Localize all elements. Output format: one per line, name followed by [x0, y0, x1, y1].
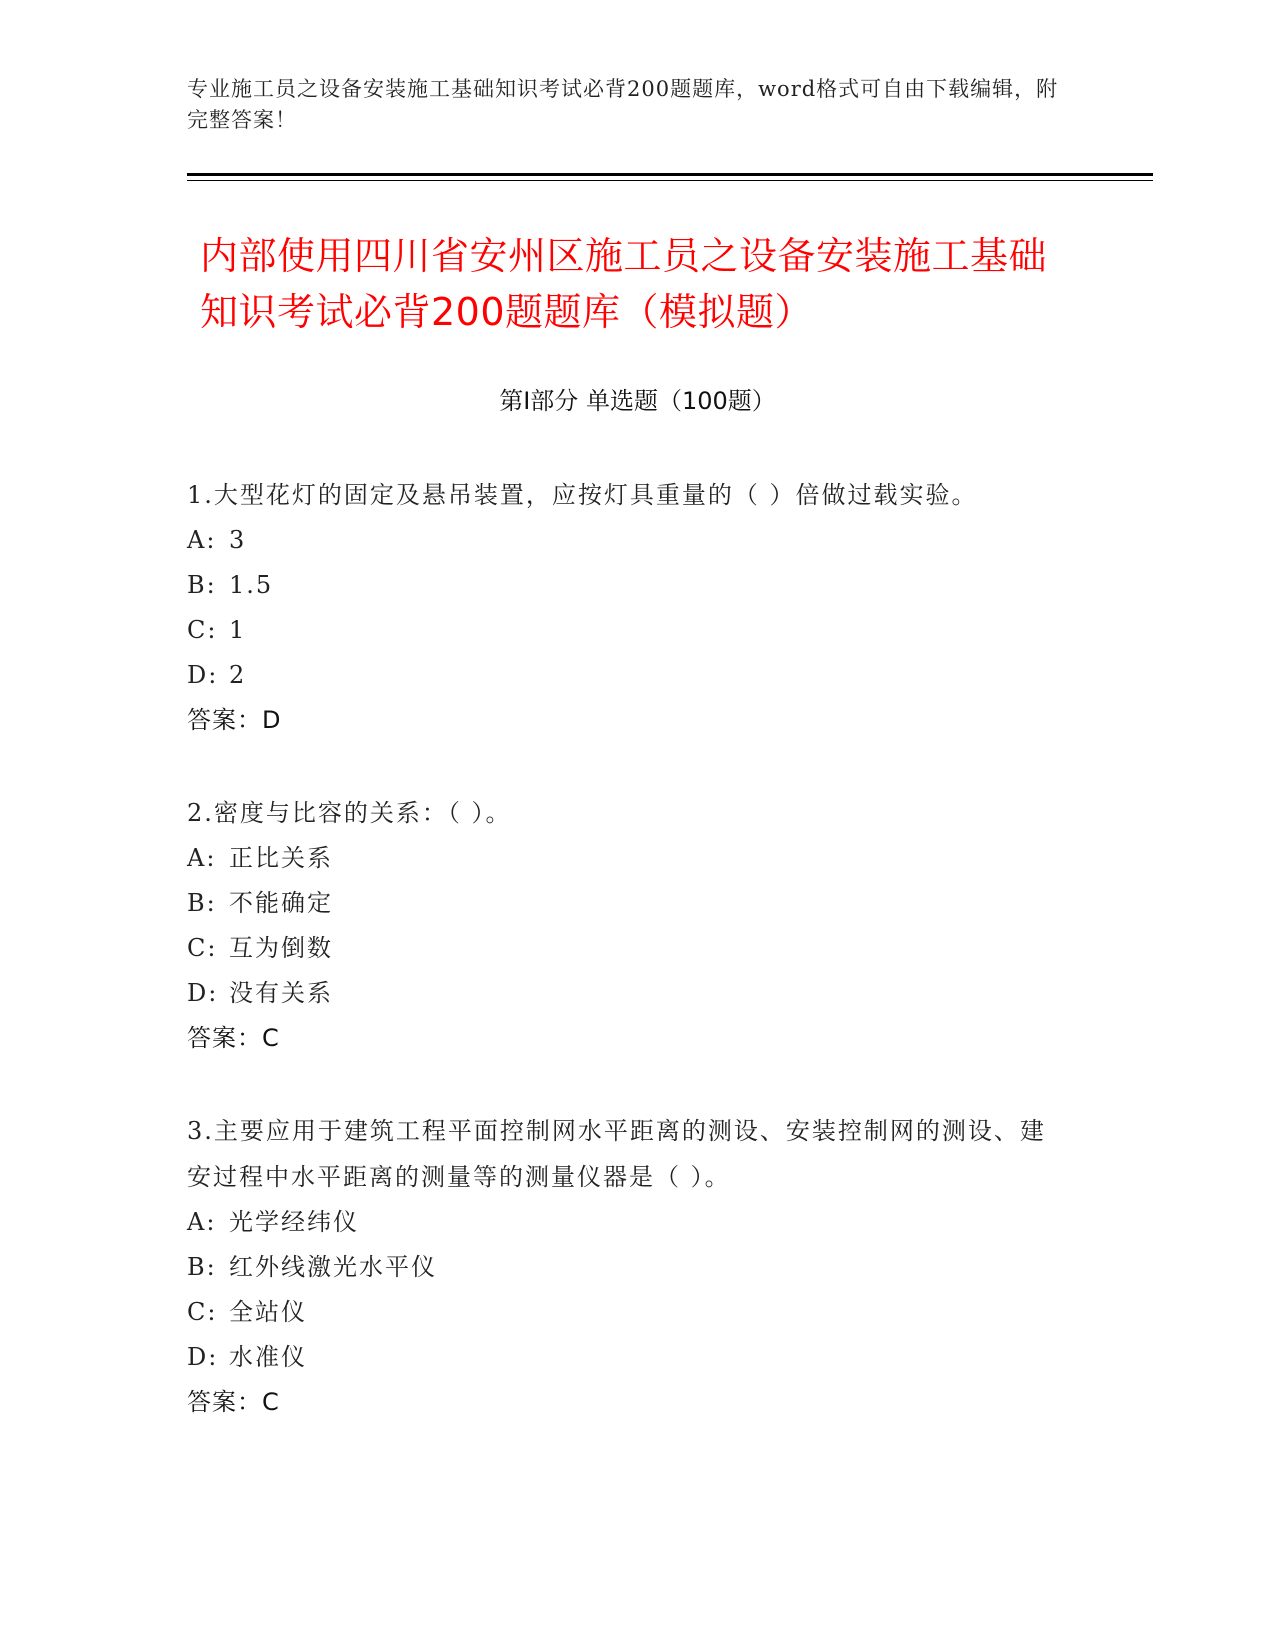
option-text: 互为倒数: [229, 934, 333, 962]
option-c: [187, 926, 1067, 971]
option-text: 1.5: [229, 571, 274, 599]
document-title: 内部使用四川省安州区施工员之设备安装施工基础知识考试必背200题题库（模拟题）: [200, 234, 1048, 334]
question-stem: 1.大型花灯的固定及悬吊装置，应按灯具重量的（ ）倍做过载实验。: [187, 481, 978, 509]
option-text: 3: [229, 526, 247, 554]
option-text: 不能确定: [229, 889, 333, 917]
header-note: 专业施工员之设备安装施工基础知识考试必背200题题库，word格式可自由下载编辑，附完整答案！: [187, 77, 1059, 132]
option-text: 光学经纬仪: [229, 1208, 359, 1236]
option-c: [187, 608, 1067, 653]
option-letter: A:: [187, 1208, 217, 1236]
section-title: 第Ⅰ部分 单选题（100题）: [499, 387, 776, 415]
answer: 答案：D: [187, 706, 282, 734]
option-letter: C:: [187, 1298, 218, 1326]
option-text: 正比关系: [229, 844, 333, 872]
option-c: [187, 1290, 1067, 1335]
option-letter: C:: [187, 616, 218, 644]
question-3: [187, 1108, 1067, 1425]
option-b: [187, 563, 1067, 608]
header-divider-thin: [187, 180, 1153, 181]
option-text: 1: [229, 616, 247, 644]
option-letter: B:: [187, 889, 217, 917]
option-letter: B:: [187, 571, 217, 599]
option-letter: D:: [187, 661, 219, 689]
option-text: 水准仪: [229, 1343, 307, 1371]
option-letter: D:: [187, 1343, 219, 1371]
option-b: [187, 881, 1067, 926]
option-a: [187, 518, 1067, 563]
option-letter: A:: [187, 526, 217, 554]
question-stem: 3.主要应用于建筑工程平面控制网水平距离的测设、安装控制网的测设、建安过程中水平距离的测量等的测量仪器是（ ）。: [187, 1117, 1046, 1191]
option-a: [187, 836, 1067, 881]
question-stem: 2.密度与比容的关系：（ ）。: [187, 799, 512, 827]
option-d: [187, 1335, 1067, 1380]
option-b: [187, 1245, 1067, 1290]
question-1: [187, 472, 1067, 743]
option-text: 2: [229, 661, 247, 689]
option-letter: B:: [187, 1253, 217, 1281]
header-divider-thick: [187, 173, 1153, 176]
option-text: 全站仪: [229, 1298, 307, 1326]
option-letter: C:: [187, 934, 218, 962]
option-text: 没有关系: [229, 979, 333, 1007]
option-letter: A:: [187, 844, 217, 872]
answer: 答案：C: [187, 1388, 280, 1416]
option-d: [187, 653, 1067, 698]
question-2: [187, 790, 1067, 1061]
option-text: 红外线激光水平仪: [229, 1253, 437, 1281]
option-d: [187, 971, 1067, 1016]
answer: 答案：C: [187, 1024, 280, 1052]
option-letter: D:: [187, 979, 219, 1007]
option-a: [187, 1200, 1067, 1245]
